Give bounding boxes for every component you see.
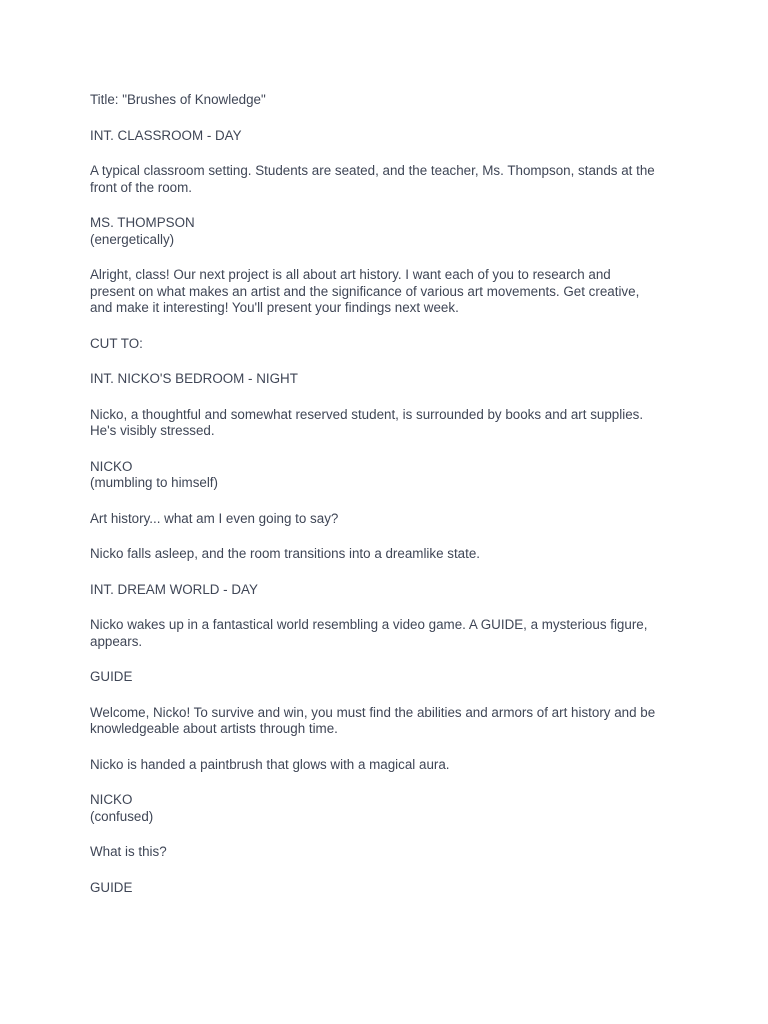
script-line: He's visibly stressed. <box>90 423 215 438</box>
script-line: Nicko, a thoughtful and somewhat reserved student, is surrounded by books and art supplies. <box>90 406 644 422</box>
script-line: Nicko falls asleep, and the room transitions into a dreamlike state. <box>90 546 481 561</box>
script-paragraph <box>90 844 690 861</box>
script-line: INT. CLASSROOM - DAY <box>90 127 242 143</box>
script-paragraph <box>90 128 690 145</box>
script-line: NICKO <box>90 792 133 807</box>
script-paragraph <box>90 792 690 825</box>
script-paragraph <box>90 582 690 599</box>
script-line: GUIDE <box>90 669 133 684</box>
script-line: GUIDE <box>90 879 133 895</box>
script-line: (energetically) <box>90 231 175 247</box>
script-paragraph <box>90 705 690 738</box>
script-line: appears. <box>90 633 143 649</box>
script-paragraph <box>90 267 690 317</box>
script-line: Title: "Brushes of Knowledge" <box>90 92 266 107</box>
script-paragraph <box>90 617 690 650</box>
script-line: NICKO <box>90 458 133 474</box>
script-line: Nicko wakes up in a fantastical world resembling a video game. A GUIDE, a mysterious figure, <box>90 617 648 632</box>
script-paragraph <box>90 92 690 109</box>
script-paragraph <box>90 407 690 440</box>
script-line: Nicko is handed a paintbrush that glows with a magical aura. <box>90 756 450 772</box>
script-line: A typical classroom setting. Students are seated, and the teacher, Ms. Thompson, stands at the <box>90 163 655 178</box>
script-paragraph <box>90 880 690 897</box>
script-line: INT. DREAM WORLD - DAY <box>90 581 258 597</box>
script-paragraph <box>90 163 690 196</box>
script-line: CUT TO: <box>90 335 143 351</box>
script-line: (mumbling to himself) <box>90 475 218 490</box>
script-line: Alright, class! Our next project is all about art history. I want each of you to research and <box>90 267 611 282</box>
script-line: (confused) <box>90 808 154 824</box>
script-paragraph <box>90 459 690 492</box>
script-paragraph <box>90 215 690 248</box>
script-paragraph <box>90 669 690 686</box>
script-line: present on what makes an artist and the significance of various art movements. Get creative, <box>90 283 640 299</box>
script-paragraph <box>90 511 690 528</box>
script-line: knowledgeable about artists through time. <box>90 721 338 736</box>
script-line: front of the room. <box>90 179 192 195</box>
screenplay-page <box>90 92 690 915</box>
script-line: Art history... what am I even going to say? <box>90 510 339 526</box>
script-paragraph <box>90 336 690 353</box>
script-paragraph <box>90 546 690 563</box>
script-paragraph <box>90 757 690 774</box>
script-line: MS. THOMPSON <box>90 215 195 230</box>
script-line: and make it interesting! You'll present your findings next week. <box>90 300 459 315</box>
script-line: INT. NICKO'S BEDROOM - NIGHT <box>90 371 298 386</box>
script-line: What is this? <box>90 844 167 859</box>
script-line: Welcome, Nicko! To survive and win, you must find the abilities and armors of art history and be <box>90 704 656 720</box>
script-paragraph <box>90 371 690 388</box>
